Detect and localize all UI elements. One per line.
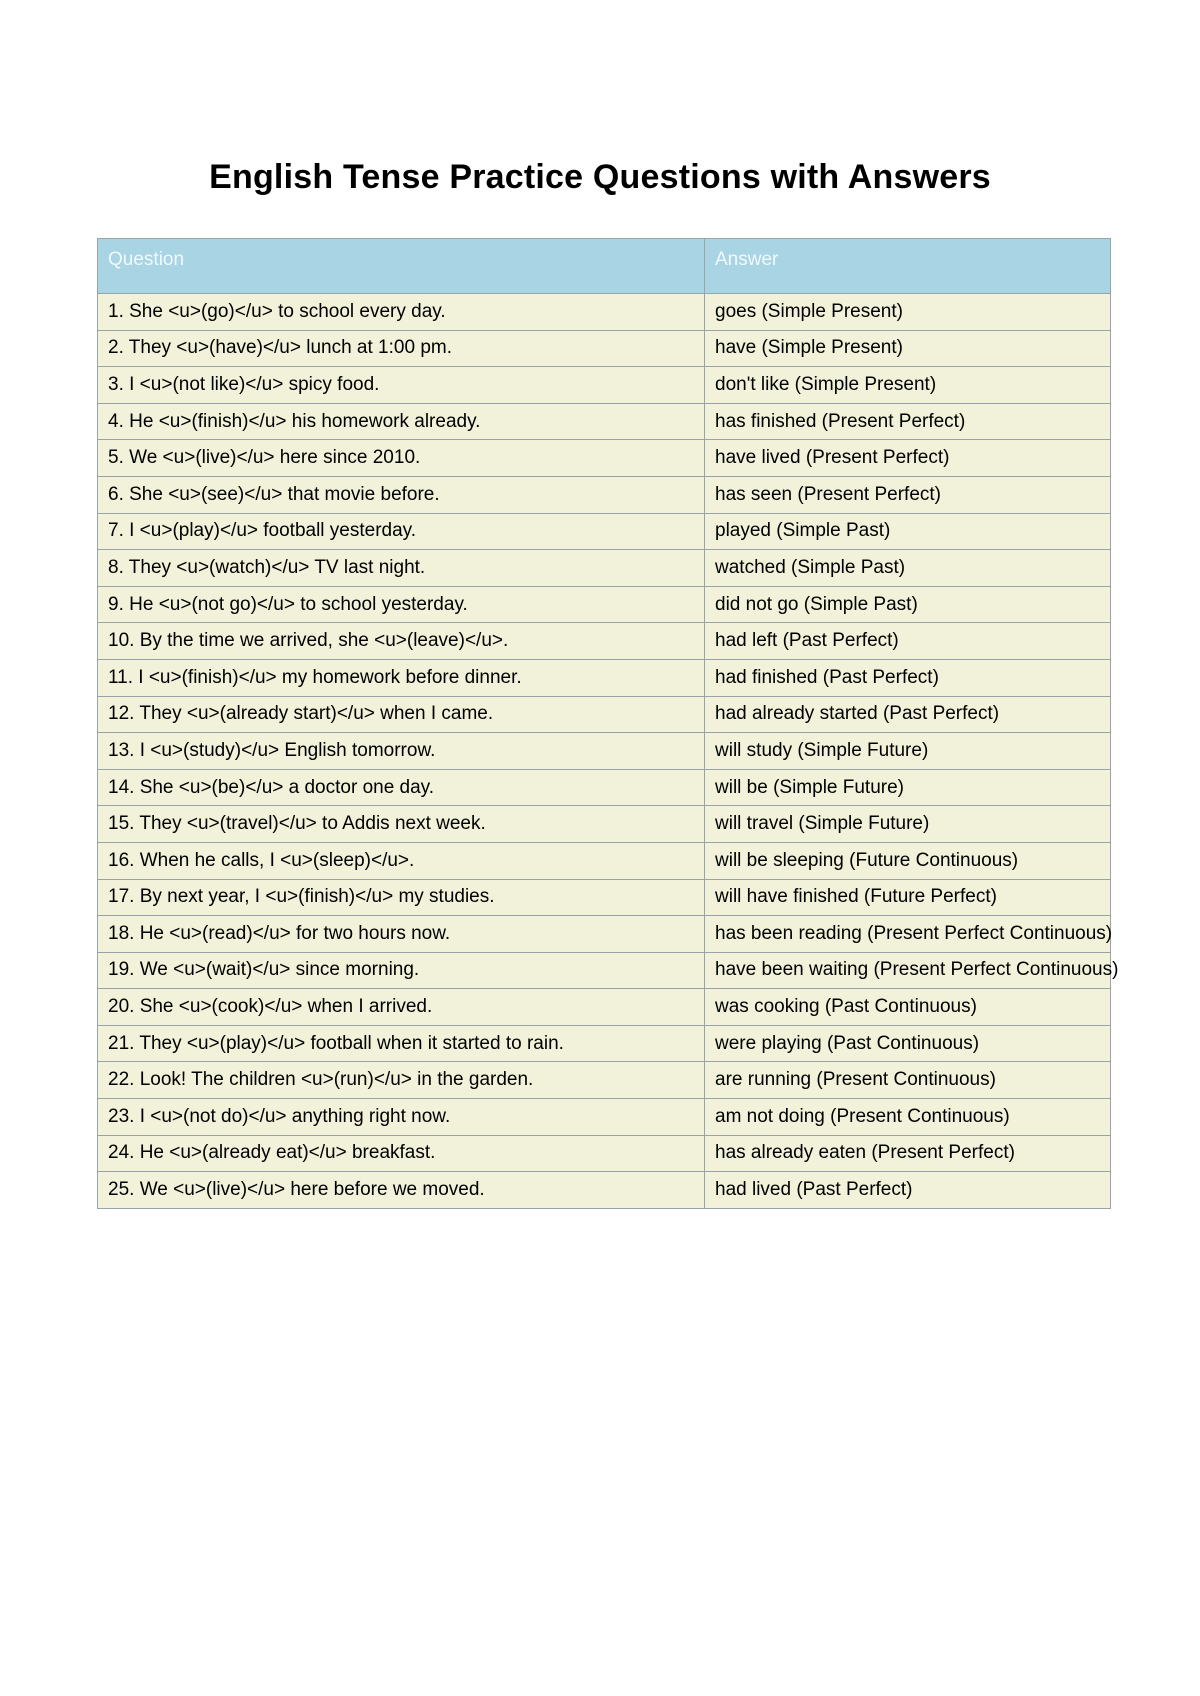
answer-cell: goes (Simple Present) bbox=[705, 294, 1111, 331]
table-header-row bbox=[98, 239, 1111, 294]
table-row bbox=[98, 769, 1111, 806]
table-row bbox=[98, 476, 1111, 513]
answer-cell: have (Simple Present) bbox=[705, 330, 1111, 367]
column-header-answer: Answer bbox=[705, 239, 1111, 294]
answer-cell: has seen (Present Perfect) bbox=[705, 476, 1111, 513]
answer-cell: will be (Simple Future) bbox=[705, 769, 1111, 806]
question-cell: 13. I <u>(study)</u> English tomorrow. bbox=[98, 733, 705, 770]
question-cell: 24. He <u>(already eat)</u> breakfast. bbox=[98, 1135, 705, 1172]
question-cell: 20. She <u>(cook)</u> when I arrived. bbox=[98, 989, 705, 1026]
question-cell: 4. He <u>(finish)</u> his homework already. bbox=[98, 403, 705, 440]
table-row bbox=[98, 513, 1111, 550]
question-cell: 11. I <u>(finish)</u> my homework before dinner. bbox=[98, 659, 705, 696]
answer-cell: were playing (Past Continuous) bbox=[705, 1025, 1111, 1062]
page-title: English Tense Practice Questions with Answers bbox=[209, 158, 991, 196]
table-row bbox=[98, 806, 1111, 843]
answer-cell: watched (Simple Past) bbox=[705, 550, 1111, 587]
table-row bbox=[98, 952, 1111, 989]
question-cell: 3. I <u>(not like)</u> spicy food. bbox=[98, 367, 705, 404]
table-row bbox=[98, 550, 1111, 587]
table-row bbox=[98, 696, 1111, 733]
question-cell: 7. I <u>(play)</u> football yesterday. bbox=[98, 513, 705, 550]
question-cell: 17. By next year, I <u>(finish)</u> my studies. bbox=[98, 879, 705, 916]
table-row bbox=[98, 1025, 1111, 1062]
table-row bbox=[98, 879, 1111, 916]
question-cell: 25. We <u>(live)</u> here before we moved. bbox=[98, 1172, 705, 1209]
answer-cell: has already eaten (Present Perfect) bbox=[705, 1135, 1111, 1172]
question-cell: 23. I <u>(not do)</u> anything right now. bbox=[98, 1099, 705, 1136]
table-body bbox=[98, 294, 1119, 1209]
answer-cell: did not go (Simple Past) bbox=[705, 586, 1111, 623]
question-cell: 5. We <u>(live)</u> here since 2010. bbox=[98, 440, 705, 477]
answer-cell: had lived (Past Perfect) bbox=[705, 1172, 1111, 1209]
table-row bbox=[98, 623, 1111, 660]
table-row bbox=[98, 403, 1111, 440]
question-cell: 15. They <u>(travel)</u> to Addis next week. bbox=[98, 806, 705, 843]
answer-cell: has finished (Present Perfect) bbox=[705, 403, 1111, 440]
table-row bbox=[98, 367, 1111, 404]
table-row bbox=[98, 294, 1111, 331]
table-row bbox=[98, 1062, 1111, 1099]
answer-cell: played (Simple Past) bbox=[705, 513, 1111, 550]
table-row bbox=[98, 1135, 1111, 1172]
table-row bbox=[98, 842, 1111, 879]
qa-table bbox=[97, 238, 1119, 1209]
answer-cell: don't like (Simple Present) bbox=[705, 367, 1111, 404]
question-cell: 22. Look! The children <u>(run)</u> in the garden. bbox=[98, 1062, 705, 1099]
answer-cell: was cooking (Past Continuous) bbox=[705, 989, 1111, 1026]
column-header-question: Question bbox=[98, 239, 705, 294]
table-row bbox=[98, 586, 1111, 623]
question-cell: 2. They <u>(have)</u> lunch at 1:00 pm. bbox=[98, 330, 705, 367]
answer-cell: have been waiting (Present Perfect Continuous) bbox=[705, 952, 1111, 989]
table-row bbox=[98, 916, 1111, 953]
answer-cell: will be sleeping (Future Continuous) bbox=[705, 842, 1111, 879]
answer-cell: have lived (Present Perfect) bbox=[705, 440, 1111, 477]
answer-cell: had left (Past Perfect) bbox=[705, 623, 1111, 660]
question-cell: 21. They <u>(play)</u> football when it started to rain. bbox=[98, 1025, 705, 1062]
answer-cell: am not doing (Present Continuous) bbox=[705, 1099, 1111, 1136]
table-row bbox=[98, 733, 1111, 770]
table-row bbox=[98, 1172, 1111, 1209]
answer-cell: will study (Simple Future) bbox=[705, 733, 1111, 770]
question-cell: 10. By the time we arrived, she <u>(leave)</u>. bbox=[98, 623, 705, 660]
table-row bbox=[98, 330, 1111, 367]
question-cell: 6. She <u>(see)</u> that movie before. bbox=[98, 476, 705, 513]
answer-cell: will travel (Simple Future) bbox=[705, 806, 1111, 843]
table-row bbox=[98, 1099, 1111, 1136]
answer-cell: had finished (Past Perfect) bbox=[705, 659, 1111, 696]
answer-cell: are running (Present Continuous) bbox=[705, 1062, 1111, 1099]
answer-cell: will have finished (Future Perfect) bbox=[705, 879, 1111, 916]
answer-cell: has been reading (Present Perfect Continuous) bbox=[705, 916, 1111, 953]
question-cell: 1. She <u>(go)</u> to school every day. bbox=[98, 294, 705, 331]
question-cell: 18. He <u>(read)</u> for two hours now. bbox=[98, 916, 705, 953]
question-cell: 8. They <u>(watch)</u> TV last night. bbox=[98, 550, 705, 587]
table-row bbox=[98, 989, 1111, 1026]
question-cell: 14. She <u>(be)</u> a doctor one day. bbox=[98, 769, 705, 806]
question-cell: 16. When he calls, I <u>(sleep)</u>. bbox=[98, 842, 705, 879]
table-row bbox=[98, 440, 1111, 477]
question-cell: 19. We <u>(wait)</u> since morning. bbox=[98, 952, 705, 989]
question-cell: 12. They <u>(already start)</u> when I came. bbox=[98, 696, 705, 733]
table-row bbox=[98, 659, 1111, 696]
question-cell: 9. He <u>(not go)</u> to school yesterday. bbox=[98, 586, 705, 623]
answer-cell: had already started (Past Perfect) bbox=[705, 696, 1111, 733]
